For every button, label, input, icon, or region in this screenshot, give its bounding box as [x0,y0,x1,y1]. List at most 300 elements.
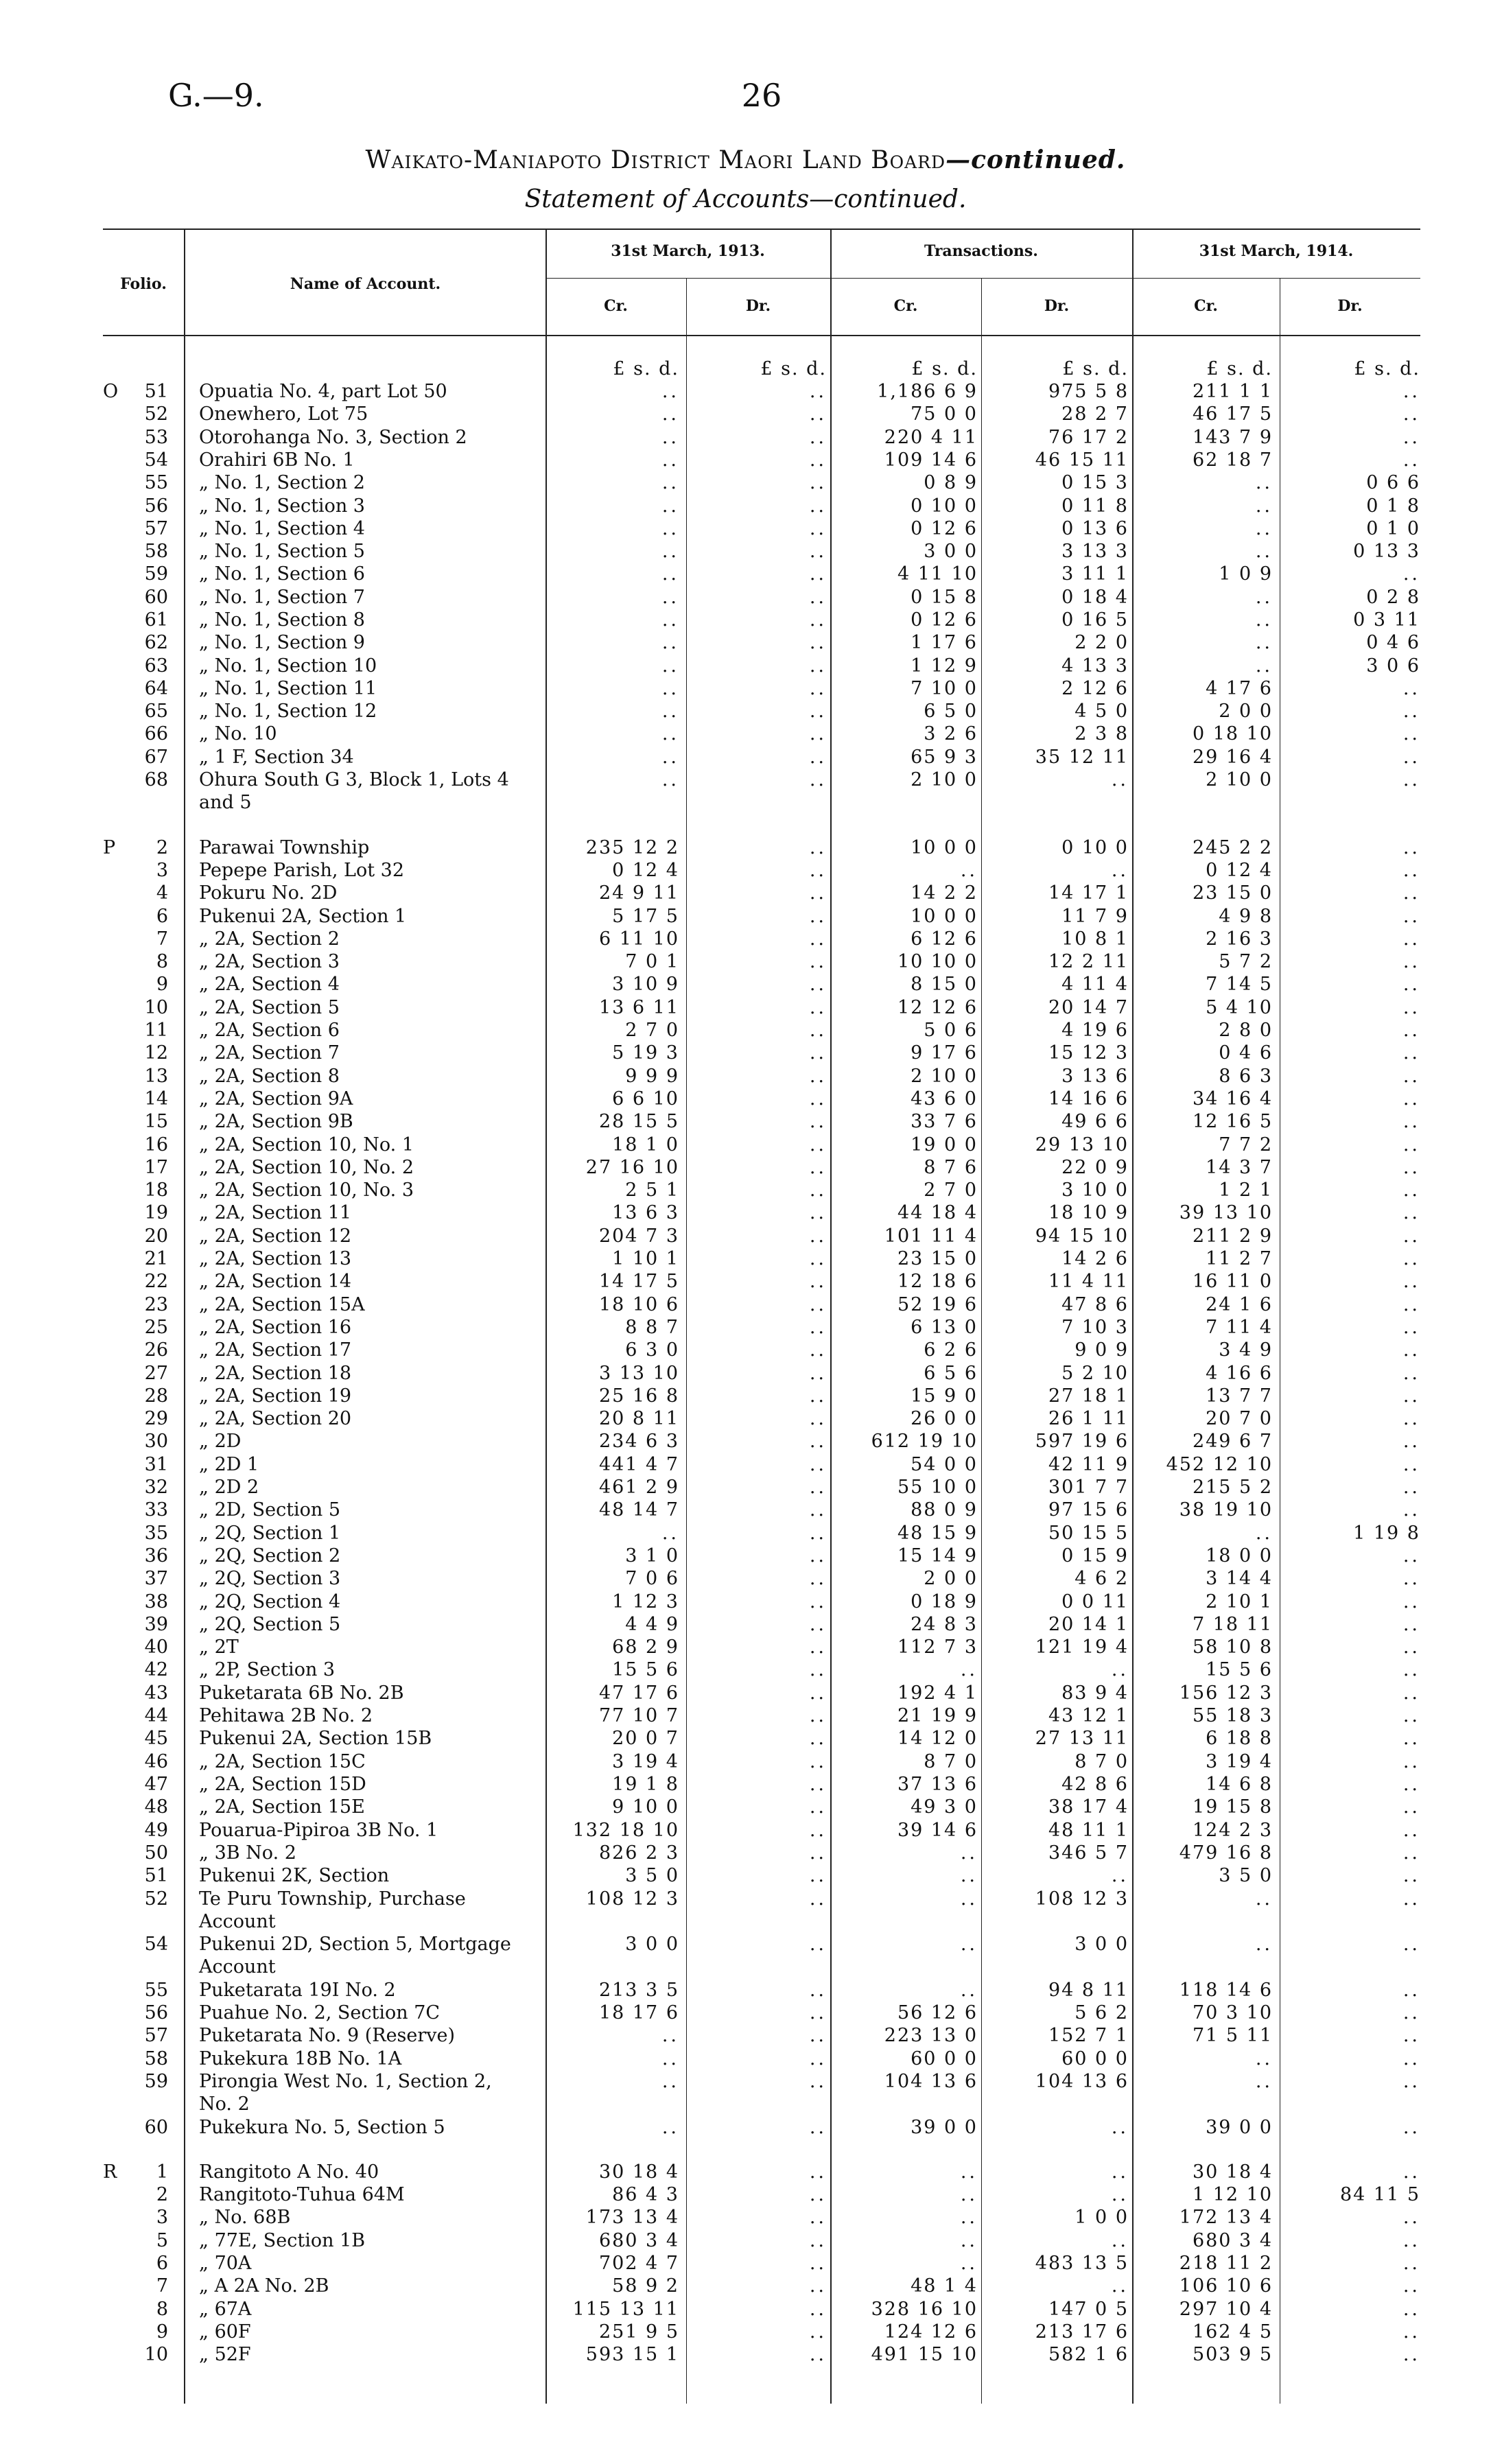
folio-number: 56 [144,2002,168,2023]
folio-number: 10 [144,2344,168,2365]
group-divider [1132,228,1134,2404]
folio-number: 30 [144,1431,168,1452]
account-name: „ No. 1, Section 10 [199,655,377,677]
dr-1914-cell: .. [1402,928,1420,950]
dr-1913-cell: .. [809,2161,827,2183]
folio-number: 3 [156,860,168,881]
cr-transactions-cell: 0 8 9 [924,472,978,493]
folio-number: 33 [144,1499,168,1521]
dr-1914-cell: .. [1402,2002,1420,2023]
folio-number: 39 [144,1614,168,1635]
cr-1913-cell: 3 5 0 [625,1865,679,1886]
dr-1914-cell: 0 13 3 [1353,541,1420,562]
cr-1914-cell: .. [1255,518,1273,539]
dr-transactions-cell: 975 5 8 [1048,381,1129,402]
folio-number: 64 [144,678,168,699]
cr-transactions-cell: 39 0 0 [911,2117,978,2138]
cr-1913-cell: 132 18 10 [572,1820,679,1841]
folio-number: 19 [144,1202,168,1223]
dr-1913-cell: .. [809,2275,827,2297]
cr-1914-cell: 4 17 6 [1206,678,1273,699]
account-name: „ 2P, Section 3 [199,1659,336,1680]
cr-1914-cell: 7 14 5 [1206,974,1273,995]
cr-1913-cell: 2 5 1 [625,1180,679,1201]
cr-1914-cell: 39 0 0 [1206,2117,1273,2138]
dr-transactions-cell: 121 19 4 [1035,1636,1129,1658]
cr-transactions-cell: 1 17 6 [911,632,978,653]
cr-transactions-cell: 39 14 6 [897,1820,978,1841]
dr-1914-cell: .. [1402,974,1420,995]
cr-1913-cell: 30 18 4 [598,2161,679,2183]
dr-transactions-cell: 4 6 2 [1075,1568,1129,1589]
cr-1913-cell: .. [661,2071,679,2092]
dr-1914-cell: .. [1402,1020,1420,1041]
folio-number: 60 [144,2117,168,2138]
cr-1913-cell: 204 7 3 [598,1225,679,1247]
cr-1913-cell: 13 6 3 [612,1202,679,1223]
folio-number: 45 [144,1728,168,1749]
cr-transactions-cell: 55 10 0 [897,1477,978,1498]
cr-1913-cell: .. [661,632,679,653]
folio-number: 38 [144,1591,168,1612]
dr-1913-cell: .. [809,1180,827,1201]
cr-1913-cell: 3 13 10 [598,1363,679,1384]
folio-number: 44 [144,1705,168,1726]
dr-transactions-cell: 0 10 0 [1061,837,1129,858]
cr-1914-cell: 143 7 9 [1192,427,1273,448]
cr-1914-cell: 3 4 9 [1219,1339,1273,1361]
account-name: Opuatia No. 4, part Lot 50 [199,381,447,402]
dr-1913-cell: .. [809,2025,827,2046]
dr-1913-cell: .. [809,1157,827,1178]
account-name: „ 2D [199,1431,242,1452]
dr-transactions-cell: 2 3 8 [1075,723,1129,744]
cr-transactions-cell: .. [960,1659,978,1680]
dr-1914-cell: 84 11 5 [1339,2184,1420,2205]
folio-number: 61 [144,609,168,631]
folio-number: 28 [144,1385,168,1407]
account-name: „ 1 F, Section 34 [199,747,354,768]
account-name: Puketarata No. 9 (Reserve) [199,2025,456,2046]
dr-1913-cell: .. [809,1614,827,1635]
cr-1913-cell: .. [661,449,679,471]
dr-1914-cell: .. [1402,2344,1420,2365]
cr-1913-cell: 20 8 11 [598,1408,679,1429]
folio-number: 13 [144,1066,168,1087]
cr-1914-cell: 46 17 5 [1192,403,1273,425]
folio-number: 52 [144,403,168,425]
dr-transactions-cell: 7 10 3 [1061,1317,1129,1338]
folio-number: 54 [144,449,168,471]
cr-1914-cell: 18 0 0 [1206,1545,1273,1567]
dr-1913-cell: .. [809,747,827,768]
dr-1914-cell: .. [1402,2048,1420,2069]
dr-1914-cell: .. [1402,1636,1420,1658]
cr-transactions-cell: 491 15 10 [871,2344,978,2365]
cr-1914-cell: 70 3 10 [1192,2002,1273,2023]
cr-transactions-cell: 48 1 4 [911,2275,978,2297]
dr-1913-cell: .. [809,769,827,790]
title-suffix: —continued. [946,145,1126,174]
cr-1913-cell: .. [661,541,679,562]
dr-1913-cell: .. [809,1682,827,1704]
dr-1913-cell: .. [809,997,827,1018]
dr-1913-cell: .. [809,701,827,722]
cr-1914-cell: 118 14 6 [1179,1980,1273,2001]
dr-1913-cell: .. [809,472,827,493]
unit-label: £ s. d. [911,358,978,379]
folio-number: 59 [144,563,168,585]
account-name: „ 2A, Section 12 [199,1225,352,1247]
dr-1914-cell: .. [1402,1042,1420,1064]
dr-1913-cell: .. [809,1591,827,1612]
cr-transactions-cell: 6 2 6 [924,1339,978,1361]
dr-transactions-cell: .. [1111,1659,1129,1680]
cr-transactions-cell: 43 6 0 [911,1088,978,1110]
cr-header: Cr. [893,297,918,315]
folio-number: 9 [156,974,168,995]
dr-transactions-cell: 14 17 1 [1048,882,1129,904]
folio-number: 15 [144,1111,168,1132]
cr-1913-cell: 234 6 3 [598,1431,679,1452]
cr-1914-cell: 19 15 8 [1192,1796,1273,1818]
cr-1913-cell: 4 4 9 [625,1614,679,1635]
cr-transactions-cell: 1,186 6 9 [877,381,978,402]
dr-transactions-cell: 0 15 3 [1061,472,1129,493]
cr-1913-cell: .. [661,427,679,448]
dr-1913-cell: .. [809,1134,827,1155]
dr-1914-cell: .. [1402,2071,1420,2092]
dr-1914-cell: 3 0 6 [1366,655,1420,677]
account-name: Rangitoto-Tuhua 64M [199,2184,405,2205]
dr-1913-cell: .. [809,1523,827,1544]
dr-1913-cell: .. [809,2048,827,2069]
account-name: „ A 2A No. 2B [199,2275,329,2297]
folio-number: 16 [144,1134,168,1155]
dr-1914-cell: .. [1402,769,1420,790]
folio-number: 36 [144,1545,168,1567]
cr-transactions-cell: 10 0 0 [911,837,978,858]
cr-transactions-cell: 0 12 6 [911,518,978,539]
folio-number: 47 [144,1774,168,1795]
account-name: „ No. 1, Section 11 [199,678,377,699]
cr-1914-cell: 0 4 6 [1219,1042,1273,1064]
cr-1914-cell: 5 7 2 [1219,951,1273,972]
cr-1914-cell: 38 19 10 [1179,1499,1273,1521]
account-name: Pirongia West No. 1, Section 2, No. 2 [199,2071,492,2115]
cr-1914-cell: 8 6 3 [1219,1066,1273,1087]
cr-transactions-cell: 112 7 3 [897,1636,978,1658]
dr-1913-cell: .. [809,1545,827,1567]
dr-1914-cell: .. [1402,1820,1420,1841]
cr-1913-cell: 9 10 0 [612,1796,679,1818]
cr-1914-cell: 14 3 7 [1206,1157,1273,1178]
folio-number: 55 [144,472,168,493]
folio-number: 23 [144,1294,168,1315]
dr-1913-cell: .. [809,1568,827,1589]
folio-number: 6 [156,906,168,927]
cr-1914-cell: 249 6 7 [1192,1431,1273,1452]
cr-transactions-cell: 6 13 0 [911,1317,978,1338]
cr-transactions-cell: 2 10 0 [911,1066,978,1087]
dr-transactions-cell: .. [1111,1865,1129,1886]
cr-transactions-cell: .. [960,2253,978,2274]
folio-number: 26 [144,1339,168,1361]
dr-transactions-cell: 2 12 6 [1061,678,1129,699]
account-name: Pukenui 2D, Section 5, Mortgage Account [199,1934,511,1978]
cr-1914-cell: 12 16 5 [1192,1111,1273,1132]
cr-1914-cell: 680 3 4 [1192,2230,1273,2251]
folio-number: 56 [144,495,168,517]
cr-1914-cell: .. [1255,632,1273,653]
accounts-table [0,228,1491,2404]
dr-transactions-cell: 14 2 6 [1061,1248,1129,1269]
dr-1913-cell: .. [809,1705,827,1726]
cr-1914-cell: 34 16 4 [1192,1088,1273,1110]
account-name: Pepepe Parish, Lot 32 [199,860,405,881]
folio-header: Folio. [120,275,167,293]
cr-1914-cell: 0 18 10 [1192,723,1273,744]
dr-transactions-cell: 4 13 3 [1061,655,1129,677]
dr-transactions-cell: 94 15 10 [1035,1225,1129,1247]
dr-1914-cell: .. [1402,1317,1420,1338]
folio-number: 49 [144,1820,168,1841]
folio-number: 4 [156,882,168,904]
cr-1913-cell: 25 16 8 [598,1385,679,1407]
cr-1914-cell: 7 18 11 [1192,1614,1273,1635]
dr-1913-cell: .. [809,1980,827,2001]
dr-1914-cell: .. [1402,1111,1420,1132]
folio-letter: O [103,381,119,402]
cr-transactions-cell: 8 7 0 [924,1751,978,1772]
cr-1914-cell: 1 0 9 [1219,563,1273,585]
cr-1913-cell: 86 4 3 [612,2184,679,2205]
cr-1914-cell: 2 10 0 [1206,769,1273,790]
dr-transactions-cell: .. [1111,2184,1129,2205]
account-name: Puketarata 6B No. 2B [199,1682,404,1704]
dr-transactions-cell: 18 10 9 [1048,1202,1129,1223]
dr-1914-cell: .. [1402,1066,1420,1087]
cr-1913-cell: .. [661,747,679,768]
dr-transactions-cell: 301 7 7 [1048,1477,1129,1498]
dr-transactions-cell: 12 2 11 [1048,951,1129,972]
dr-transactions-cell: .. [1111,2161,1129,2183]
dr-1913-cell: .. [809,2207,827,2228]
folio-number: 48 [144,1796,168,1818]
cr-transactions-cell: 21 19 9 [897,1705,978,1726]
cr-1914-cell: 58 10 8 [1192,1636,1273,1658]
dr-1914-cell: .. [1402,1248,1420,1269]
group-header-transactions: Transactions. [924,242,1038,260]
dr-1913-cell: .. [809,1820,827,1841]
dr-1913-cell: .. [809,587,827,608]
cr-1913-cell: .. [661,495,679,517]
dr-1914-cell: .. [1402,747,1420,768]
cr-1914-cell: 218 11 2 [1179,2253,1273,2274]
cr-transactions-cell: 75 0 0 [911,403,978,425]
dr-transactions-cell: .. [1111,2230,1129,2251]
title-main: Waikato-Maniapoto District Maori Land Board [365,146,946,174]
cr-1914-cell: 39 13 10 [1179,1202,1273,1223]
account-name: Puketarata 19I No. 2 [199,1980,396,2001]
account-name: „ 2A, Section 17 [199,1339,352,1361]
cr-1913-cell: 108 12 3 [585,1888,679,1910]
cr-transactions-cell: 101 11 4 [884,1225,978,1247]
folio-number: 59 [144,2071,168,2092]
dr-1913-cell: .. [809,2321,827,2343]
dr-transactions-cell: 29 13 10 [1035,1134,1129,1155]
dr-1913-cell: .. [809,1934,827,1955]
cr-1913-cell: 0 12 4 [612,860,679,881]
account-name: „ 2D, Section 5 [199,1499,341,1521]
dr-1914-cell: .. [1402,1842,1420,1864]
dr-1913-cell: .. [809,1385,827,1407]
dr-transactions-cell: 0 15 9 [1061,1545,1129,1567]
dr-1914-cell: .. [1402,1888,1420,1910]
cr-1913-cell: 3 0 0 [625,1934,679,1955]
name-header: Name of Account. [290,275,441,293]
dr-1913-cell: .. [809,837,827,858]
dr-1914-cell: .. [1402,1180,1420,1201]
cr-transactions-cell: 192 4 1 [897,1682,978,1704]
folio-number: 7 [156,2275,168,2297]
folio-number: 3 [156,2207,168,2228]
dr-transactions-cell: 213 17 6 [1035,2321,1129,2343]
dr-1913-cell: .. [809,882,827,904]
dr-1913-cell: .. [809,1431,827,1452]
dr-1914-cell: .. [1402,951,1420,972]
cr-1913-cell: 8 8 7 [625,1317,679,1338]
cr-1914-cell: .. [1255,2048,1273,2069]
cr-1914-cell: 1 2 1 [1219,1180,1273,1201]
dr-transactions-cell: 0 18 4 [1061,587,1129,608]
account-name: „ 2A, Section 18 [199,1363,352,1384]
dr-transactions-cell: 26 1 11 [1048,1408,1129,1429]
dr-1913-cell: .. [809,723,827,744]
cr-1913-cell: 68 2 9 [612,1636,679,1658]
cr-1914-cell: 11 2 7 [1206,1248,1273,1269]
dr-1913-cell: .. [809,1225,827,1247]
dr-transactions-cell: 1 0 0 [1075,2207,1129,2228]
dr-1914-cell: .. [1402,427,1420,448]
dr-1914-cell: .. [1402,882,1420,904]
dr-1913-cell: .. [809,427,827,448]
dr-1914-cell: .. [1402,723,1420,744]
cr-1914-cell: 62 18 7 [1192,449,1273,471]
cr-1913-cell: .. [661,587,679,608]
cr-1913-cell: .. [661,2117,679,2138]
dr-1913-cell: .. [809,541,827,562]
dr-1914-cell: .. [1402,1271,1420,1292]
cr-1914-cell: 16 11 0 [1192,1271,1273,1292]
dr-1914-cell: 0 1 8 [1366,495,1420,517]
dr-1913-cell: .. [809,1248,827,1269]
account-name: „ 2A, Section 13 [199,1248,352,1269]
folio-number: 18 [144,1180,168,1201]
cr-1913-cell: 702 4 7 [598,2253,679,2274]
cr-transactions-cell: 328 16 10 [871,2299,978,2320]
dr-transactions-cell: 3 0 0 [1075,1934,1129,1955]
dr-transactions-cell: 42 11 9 [1048,1454,1129,1475]
folio-number: 32 [144,1477,168,1498]
cr-1913-cell: 593 15 1 [585,2344,679,2365]
cr-1913-cell: .. [661,563,679,585]
account-name: „ 2A, Section 20 [199,1408,352,1429]
unit-label: £ s. d. [1062,358,1129,379]
folio-number: 46 [144,1751,168,1772]
cr-1913-cell: .. [661,723,679,744]
account-name: „ 2Q, Section 1 [199,1523,341,1544]
cr-transactions-cell: 8 7 6 [924,1157,978,1178]
dr-header: Dr. [745,297,771,315]
account-name: „ No. 1, Section 7 [199,587,365,608]
dr-1913-cell: .. [809,860,827,881]
cr-transactions-cell: 14 2 2 [911,882,978,904]
dr-transactions-cell: 582 1 6 [1048,2344,1129,2365]
account-name: „ 2A, Section 19 [199,1385,352,1407]
dr-transactions-cell: 4 11 4 [1061,974,1129,995]
dr-transactions-cell: 597 19 6 [1035,1431,1129,1452]
dr-transactions-cell: 35 12 11 [1035,747,1129,768]
cr-1914-cell: .. [1255,587,1273,608]
dr-1914-cell: .. [1402,1614,1420,1635]
cr-transactions-cell: 56 12 6 [897,2002,978,2023]
dr-transactions-cell: 49 6 6 [1061,1111,1129,1132]
cr-transactions-cell: 612 19 10 [871,1431,978,1452]
dr-1914-cell: .. [1402,1934,1420,1955]
page-number: 26 [741,77,782,114]
dr-transactions-cell: 104 13 6 [1035,2071,1129,2092]
dr-transactions-cell: 11 4 11 [1048,1271,1129,1292]
dr-1913-cell: .. [809,1202,827,1223]
cr-transactions-cell: .. [960,2230,978,2251]
dr-transactions-cell: 147 0 5 [1048,2299,1129,2320]
page-subtitle: Statement of Accounts—continued. [524,185,967,213]
cr-transactions-cell: .. [960,2161,978,2183]
cr-transactions-cell: 9 17 6 [911,1042,978,1064]
dr-1913-cell: .. [809,632,827,653]
cr-1913-cell: 9 9 9 [625,1066,679,1087]
dr-transactions-cell: 9 0 9 [1075,1339,1129,1361]
cr-1914-cell: 172 13 4 [1179,2207,1273,2228]
dr-1914-cell: 0 6 6 [1366,472,1420,493]
dr-transactions-cell: 43 12 1 [1048,1705,1129,1726]
dr-1914-cell: .. [1402,1545,1420,1567]
account-name: „ 67A [199,2299,252,2320]
cr-1913-cell: 18 10 6 [598,1294,679,1315]
folio-number: 11 [144,1020,168,1041]
dr-transactions-cell: 2 2 0 [1075,632,1129,653]
account-name: „ 2Q, Section 2 [199,1545,341,1567]
dr-1913-cell: .. [809,1728,827,1749]
folio-number: 10 [144,997,168,1018]
dr-1914-cell: .. [1402,1088,1420,1110]
dr-1914-cell: .. [1402,1431,1420,1452]
cr-1914-cell: 452 12 10 [1166,1454,1273,1475]
dr-1914-cell: .. [1402,563,1420,585]
dr-transactions-cell: .. [1111,2275,1129,2297]
dr-transactions-cell: 60 0 0 [1061,2048,1129,2069]
cr-1913-cell: 5 17 5 [612,906,679,927]
table-top-rule [103,228,1420,230]
dr-1913-cell: .. [809,2344,827,2365]
cr-1913-cell: 24 9 11 [598,882,679,904]
folio-number: 57 [144,2025,168,2046]
cr-1913-cell: .. [661,1523,679,1544]
dr-transactions-cell: 97 15 6 [1048,1499,1129,1521]
folio-number: 60 [144,587,168,608]
cr-1913-cell: 3 1 0 [625,1545,679,1567]
